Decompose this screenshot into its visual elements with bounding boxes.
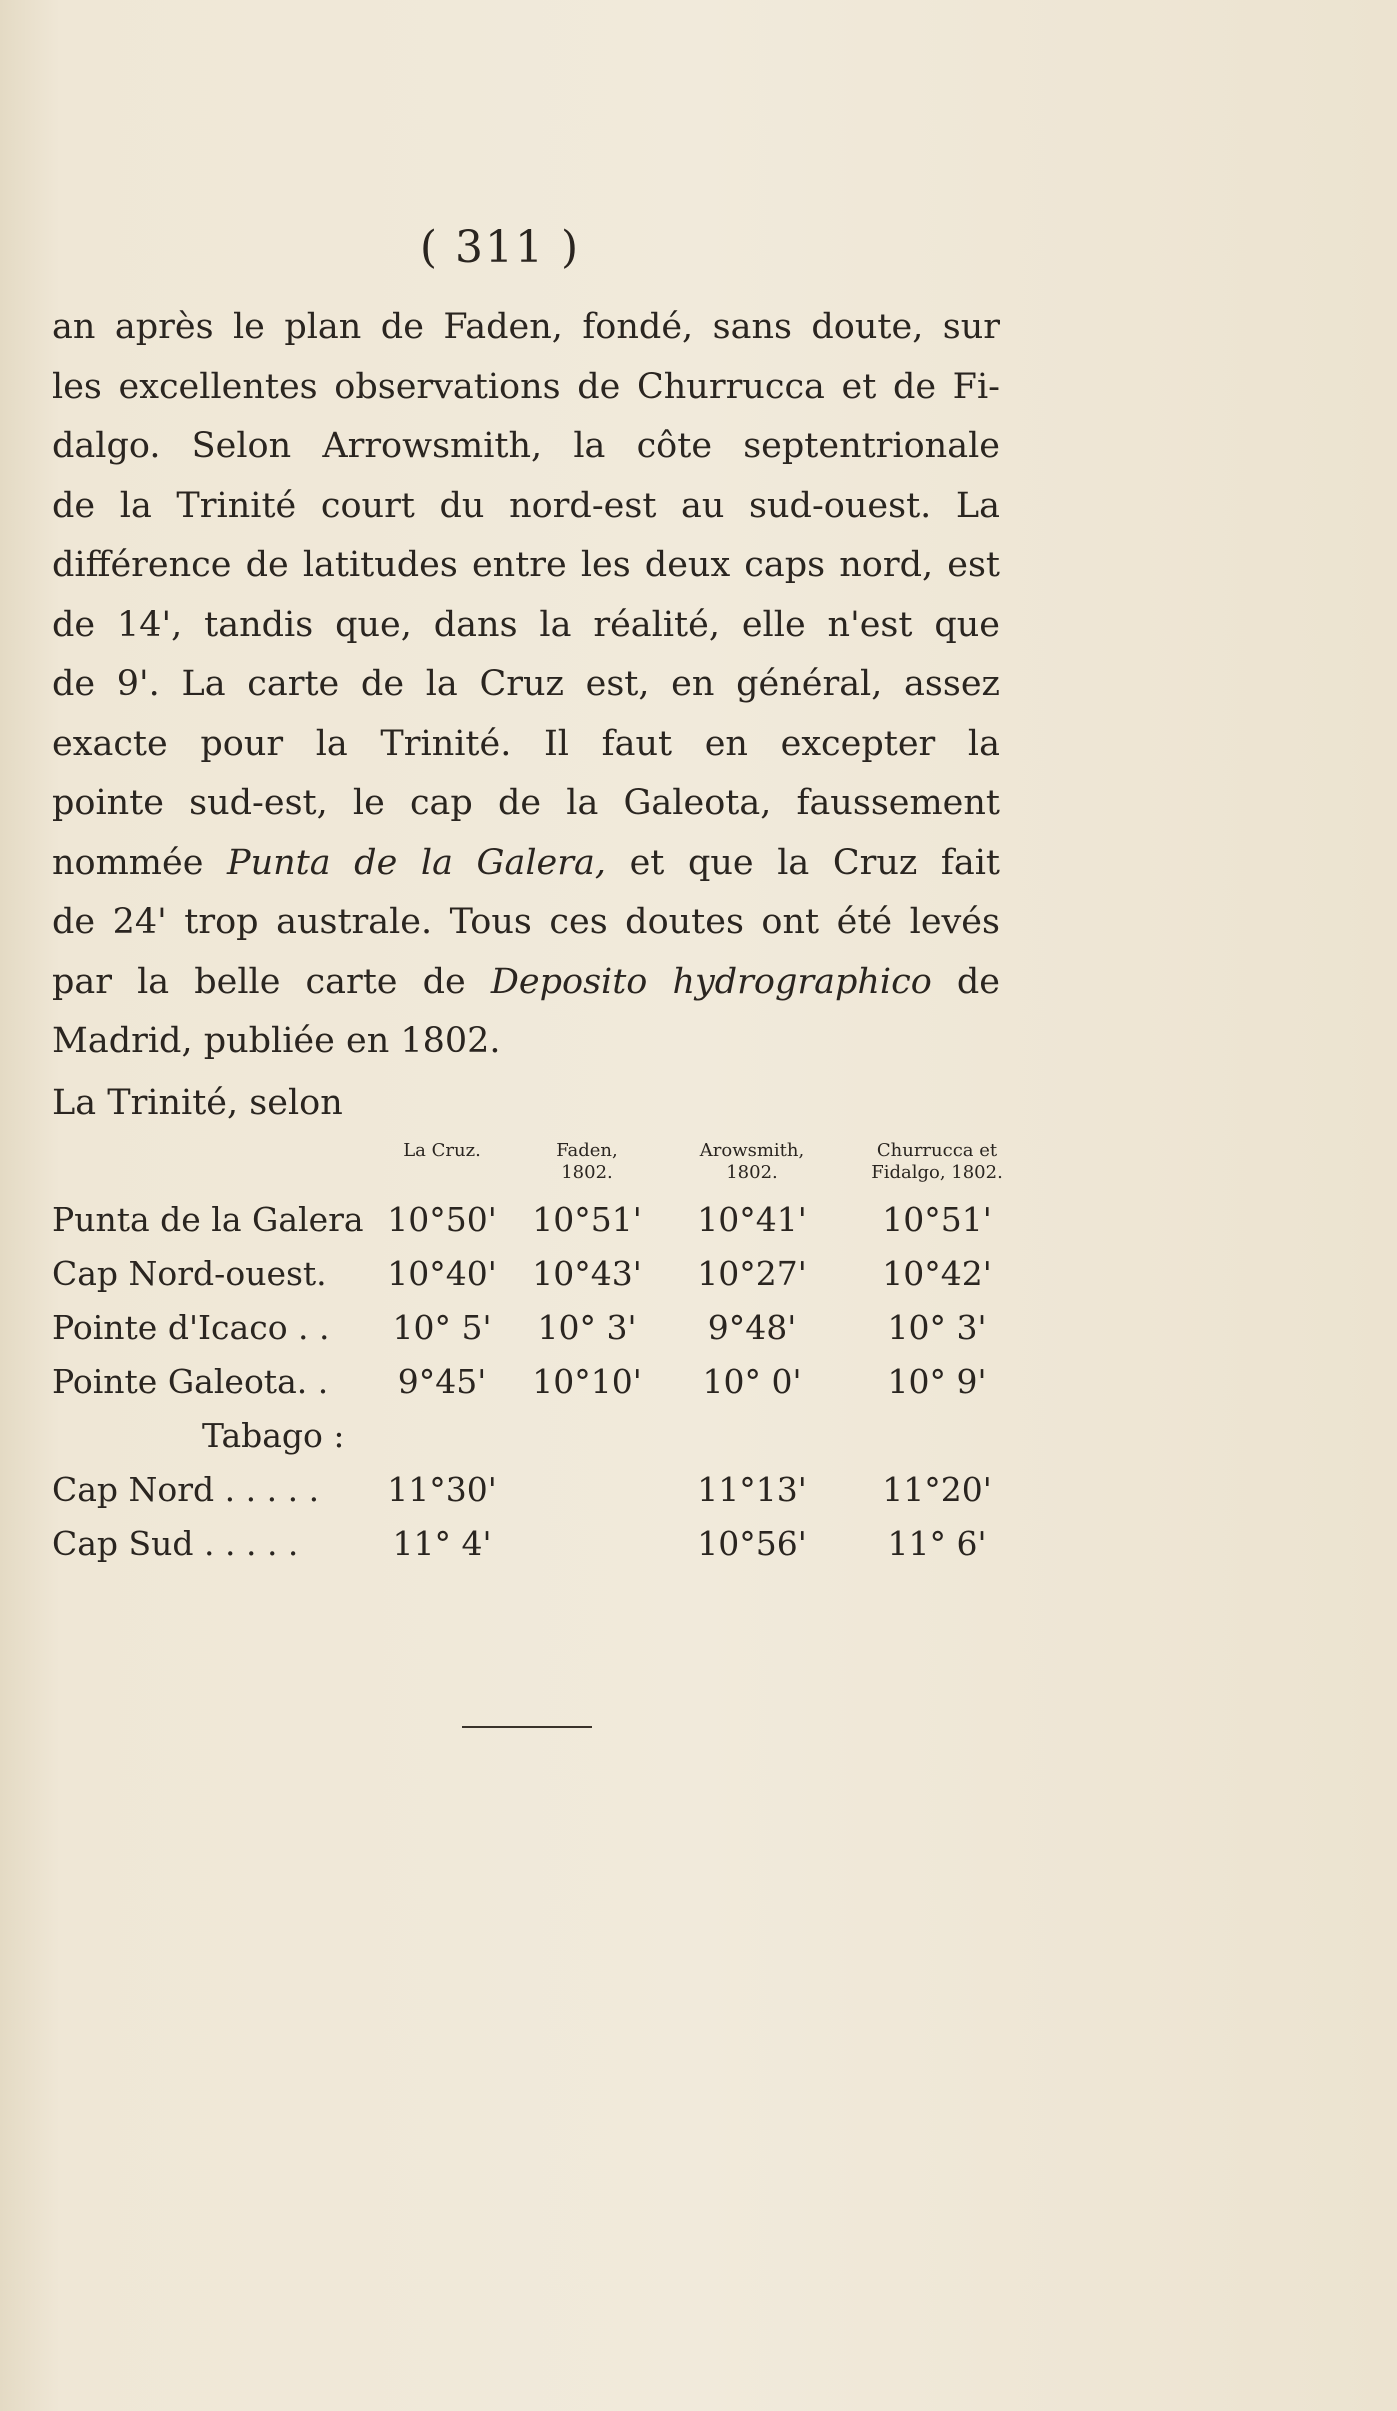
table-intro: La Trinité, selon: [52, 1083, 343, 1123]
latitude-value: 10° 9': [887, 1362, 987, 1401]
paragraph-line: de 9'. La carte de la Cruz est, en général, assez: [52, 664, 1000, 704]
header-line: Arowsmith,: [699, 1140, 805, 1161]
paragraph-line: an après le plan de Faden, fondé, sans doute, sur: [52, 307, 1000, 347]
column-header: [522, 1140, 652, 1184]
place-name: Pointe Galeota. .: [52, 1362, 329, 1401]
paragraph-line: les excellentes observations de Churrucca et de Fi-: [52, 366, 1000, 407]
latitude-table: [52, 1140, 1012, 1578]
table-row: [52, 1524, 1012, 1578]
place-name: Cap Nord-ouest.: [52, 1254, 327, 1293]
table-header: [52, 1140, 1012, 1200]
header-line: 1802.: [561, 1162, 613, 1183]
paragraph-line: de la Trinité court du nord-est au sud-ouest. La: [52, 485, 1000, 526]
line-text: et que la Cruz fait: [605, 842, 1000, 883]
latitude-value: 11°13': [697, 1470, 807, 1509]
latitude-value: 10° 3': [887, 1308, 987, 1347]
latitude-value: 11°30': [387, 1470, 497, 1509]
header-line: Faden,: [556, 1140, 618, 1161]
paragraph-line: de 14', tandis que, dans la réalité, elle n'est que: [52, 604, 1000, 645]
table-row: [52, 1308, 1012, 1362]
line-text: de: [931, 961, 1000, 1002]
paragraph: [52, 298, 1000, 1072]
paragraph-line: Madrid, publiée en 1802.: [52, 1021, 501, 1061]
header-line: Fidalgo, 1802.: [871, 1162, 1003, 1183]
table-row: [52, 1362, 1012, 1416]
line-text: par la belle carte de: [52, 961, 491, 1002]
latitude-value: 10°27': [697, 1254, 807, 1293]
column-header: [382, 1140, 502, 1162]
section-divider: [462, 1726, 592, 1728]
tabago-heading: Tabago :: [202, 1416, 345, 1455]
latitude-value: 9°45': [397, 1362, 487, 1401]
header-line: 1802.: [726, 1162, 778, 1183]
paragraph-line: exacte pour la Trinité. Il faut en excepter la: [52, 723, 1000, 764]
latitude-value: 9°48': [707, 1308, 797, 1347]
latitude-value: 10°10': [532, 1362, 642, 1401]
latitude-value: 10° 0': [702, 1362, 802, 1401]
latitude-value: 10°50': [387, 1200, 497, 1239]
place-name: Punta de la Galera: [52, 1200, 364, 1239]
latitude-value: 10°42': [882, 1254, 992, 1293]
latitude-value: 11° 4': [392, 1524, 492, 1563]
paragraph-line: différence de latitudes entre les deux caps nord, est: [52, 545, 1000, 585]
table-row: [52, 1200, 1012, 1254]
header-line: Churrucca et: [876, 1140, 998, 1161]
line-text: nommée: [52, 842, 228, 883]
paragraph-line: pointe sud-est, le cap de la Galeota, faussement: [52, 783, 1000, 823]
latitude-value: 10° 3': [537, 1308, 637, 1347]
latitude-value: 10°51': [532, 1200, 642, 1239]
latitude-value: 10°41': [697, 1200, 807, 1239]
latitude-value: 10°56': [697, 1524, 807, 1563]
latitude-value: 10°51': [882, 1200, 992, 1239]
page-number: ( 311 ): [419, 222, 581, 273]
paragraph-line: [52, 953, 1000, 1013]
latitude-value: 11° 6': [887, 1524, 987, 1563]
place-name: Cap Sud . . . . .: [52, 1524, 299, 1563]
column-header: [677, 1140, 827, 1184]
paragraph-line: de 24' trop australe. Tous ces doutes ont été levés: [52, 902, 1000, 942]
column-header: [862, 1140, 1012, 1184]
table-row: [52, 1470, 1012, 1524]
paragraph-line: [52, 834, 1000, 894]
place-name: Cap Nord . . . . .: [52, 1470, 320, 1509]
place-name: Pointe d'Icaco . .: [52, 1308, 330, 1347]
latitude-value: 10°43': [532, 1254, 642, 1293]
header-line: La Cruz.: [403, 1140, 481, 1161]
paragraph-line: dalgo. Selon Arrowsmith, la côte septentrionale: [52, 426, 1000, 466]
latitude-value: 10°40': [387, 1254, 497, 1293]
table-row: [52, 1254, 1012, 1308]
latitude-value: 11°20': [882, 1470, 992, 1509]
latitude-value: 10° 5': [392, 1308, 492, 1347]
italic-title: Punta de la Galera,: [227, 842, 606, 883]
italic-title: Deposito hydrographico: [490, 961, 932, 1002]
